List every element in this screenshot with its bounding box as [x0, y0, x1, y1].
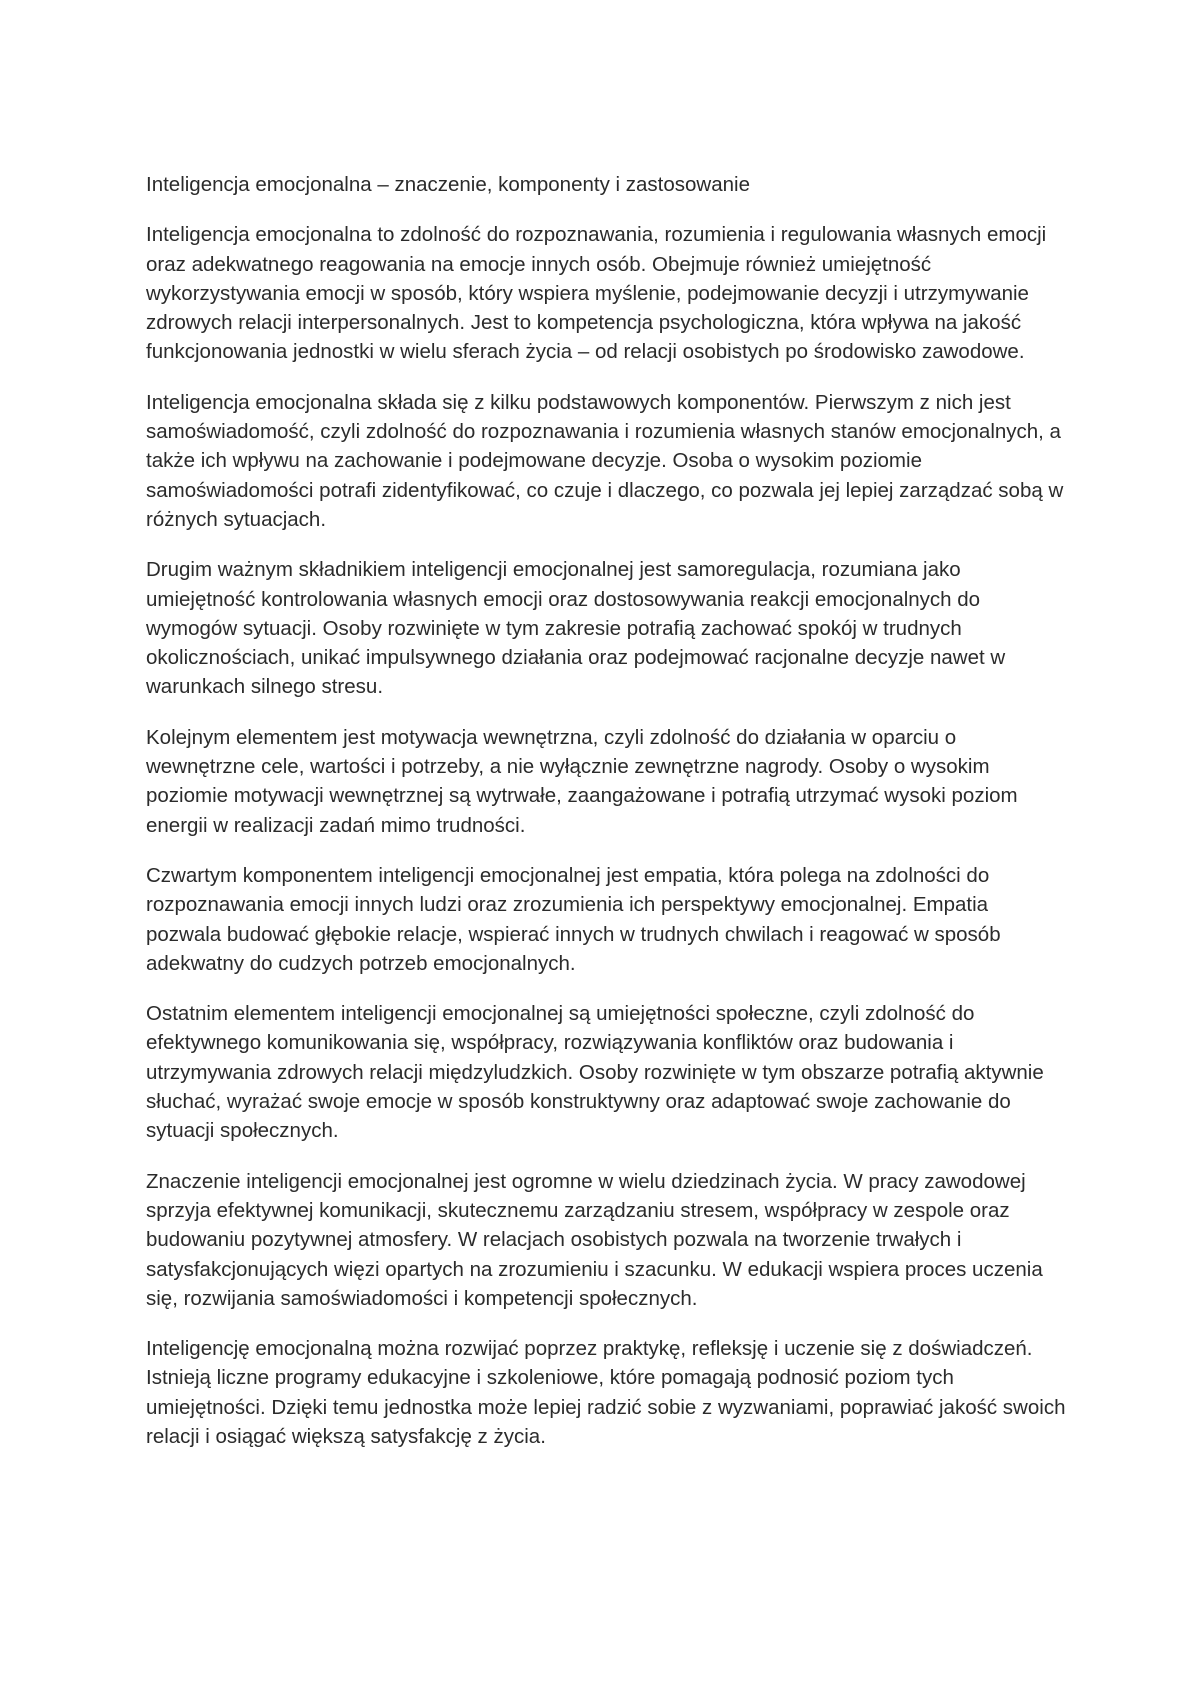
- paragraph-development: Inteligencję emocjonalną można rozwijać poprzez praktykę, refleksję i uczenie się z doświadczeń. Istnieją liczne programy edukacyjne i szkoleniowe, które pomagają podnosić poziom tych umiejętności. Dzięki temu jednostka może lepiej radzić sobie z wyzwaniami, poprawiać jakość swoich relacji i osiągać większą satysfakcję z życia.: [146, 1337, 1066, 1448]
- document-title: Inteligencja emocjonalna – znaczenie, komponenty i zastosowanie: [146, 173, 750, 196]
- paragraph-significance: Znaczenie inteligencji emocjonalnej jest ogromne w wielu dziedzinach życia. W pracy zawodowej sprzyja efektywnej komunikacji, skutecznemu zarządzaniu stresem, współpracy w zespole oraz budowaniu pozytywnej atmosfery. W relacjach osobistych pozwala na tworzenie trwałych i satysfakcjonujących więzi opartych na zrozumieniu i szacunku. W edukacji wspiera proces uczenia się, rozwijania samoświadomości i kompetencji społecznych.: [146, 1169, 1043, 1310]
- paragraph-self-regulation: Drugim ważnym składnikiem inteligencji emocjonalnej jest samoregulacja, rozumiana jako umiejętność kontrolowania własnych emocji oraz dostosowywania reakcji emocjonalnych do wymogów sytuacji. Osoby rozwinięte w tym zakresie potrafią zachować spokój w trudnych okolicznościach, unikać impulsywnego działania oraz podejmować racjonalne decyzje nawet w warunkach silnego stresu.: [146, 558, 1006, 699]
- document-page: [146, 170, 1066, 1472]
- paragraph-motivation: Kolejnym elementem jest motywacja wewnętrzna, czyli zdolność do działania w oparciu o wewnętrzne cele, wartości i potrzeby, a nie wyłącznie zewnętrzne nagrody. Osoby o wysokim poziomie motywacji wewnętrznej są wytrwałe, zaangażowane i potrafią utrzymać wysoki poziom energii w realizacji zadań mimo trudności.: [146, 725, 1018, 837]
- paragraph-self-awareness: Inteligencja emocjonalna składa się z kilku podstawowych komponentów. Pierwszym z nich jest samoświadomość, czyli zdolność do rozpoznawania i rozumienia własnych stanów emocjonalnych, a także ich wpływu na zachowanie i podejmowane decyzje. Osoba o wysokim poziomie samoświadomości potrafi zidentyfikować, co czuje i dlaczego, co pozwala jej lepiej zarządzać sobą w różnych sytuacjach.: [146, 390, 1064, 531]
- paragraph-empathy: Czwartym komponentem inteligencji emocjonalnej jest empatia, która polega na zdolności do rozpoznawania emocji innych ludzi oraz zrozumienia ich perspektywy emocjonalnej. Empatia pozwala budować głębokie relacje, wspierać innych w trudnych chwilach i reagować w sposób adekwatny do cudzych potrzeb emocjonalnych.: [146, 863, 1001, 975]
- paragraph-definition: Inteligencja emocjonalna to zdolność do rozpoznawania, rozumienia i regulowania własnych emocji oraz adekwatnego reagowania na emocje innych osób. Obejmuje również umiejętność wykorzystywania emocji w sposób, który wspiera myślenie, podejmowanie decyzji i utrzymywanie zdrowych relacji interpersonalnych. Jest to kompetencja psychologiczna, która wpływa na jakość funkcjonowania jednostki w wielu sferach życia – od relacji osobistych po środowisko zawodowe.: [146, 223, 1047, 364]
- paragraph-social-skills: Ostatnim elementem inteligencji emocjonalnej są umiejętności społeczne, czyli zdolność do efektywnego komunikowania się, współpracy, rozwiązywania konfliktów oraz budowania i utrzymywania zdrowych relacji międzyludzkich. Osoby rozwinięte w tym obszarze potrafią aktywnie słuchać, wyrażać swoje emocje w sposób konstruktywny oraz adaptować swoje zachowanie do sytuacji społecznych.: [146, 1002, 1044, 1143]
